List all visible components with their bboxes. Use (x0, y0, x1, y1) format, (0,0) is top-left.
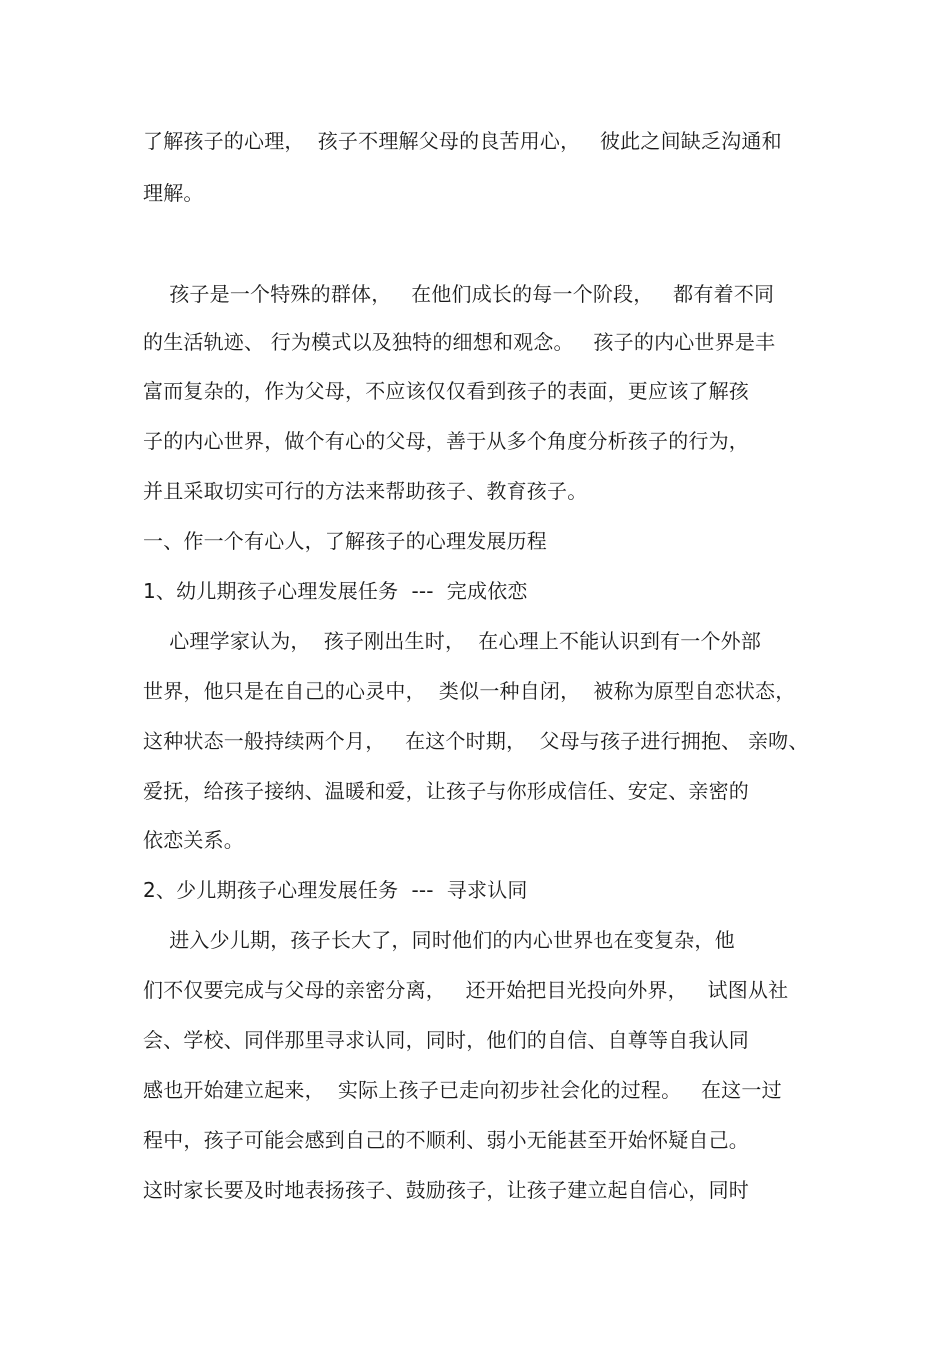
subsection-heading: 1、幼儿期孩子心理发展任务 --- 完成依恋 (143, 579, 528, 603)
text-line: 的生活轨迹、 行为模式以及独特的细想和观念。 孩子的内心世界是丰 (143, 330, 776, 354)
text-line: 这种状态一般持续两个月， 在这个时期， 父母与孩子进行拥抱、 亲吻、 (143, 729, 809, 753)
text-line: 子的内心世界，做个有心的父母，善于从多个角度分析孩子的行为， (143, 429, 749, 453)
text-line: 世界，他只是在自己的心灵中， 类似一种自闭， 被称为原型自恋状态， (143, 679, 796, 703)
text-line: 们不仅要完成与父母的亲密分离， 还开始把目光投向外界， 试图从社 (143, 978, 789, 1002)
text-line: 这时家长要及时地表扬孩子、鼓励孩子，让孩子建立起自信心，同时 (143, 1178, 749, 1202)
text-line: 孩子是一个特殊的群体， 在他们成长的每一个阶段， 都有着不同 (143, 282, 775, 306)
text-line: 程中，孩子可能会感到自己的不顺利、弱小无能甚至开始怀疑自己。 (143, 1128, 749, 1152)
text-line: 并且采取切实可行的方法来帮助孩子、教育孩子。 (143, 479, 588, 503)
text-line: 会、学校、同伴那里寻求认同，同时，他们的自信、自尊等自我认同 (143, 1028, 749, 1052)
text-line: 感也开始建立起来， 实际上孩子已走向初步社会化的过程。 在这一过 (143, 1078, 782, 1102)
text-line: 心理学家认为， 孩子刚出生时， 在心理上不能认识到有一个外部 (143, 629, 762, 653)
text-line: 了解孩子的心理， 孩子不理解父母的良苦用心， 彼此之间缺乏沟通和 (143, 129, 782, 153)
text-line: 富而复杂的，作为父母，不应该仅仅看到孩子的表面，更应该了解孩 (143, 379, 749, 403)
text-line: 进入少儿期，孩子长大了，同时他们的内心世界也在变复杂，他 (143, 928, 735, 952)
text-line: 依恋关系。 (143, 828, 244, 852)
text-line: 爱抚，给孩子接纳、温暖和爱，让孩子与你形成信任、安定、亲密的 (143, 779, 749, 803)
text-line: 理解。 (143, 181, 204, 205)
subsection-heading: 2、少儿期孩子心理发展任务 --- 寻求认同 (143, 878, 528, 902)
section-heading: 一、作一个有心人，了解孩子的心理发展历程 (143, 529, 547, 553)
